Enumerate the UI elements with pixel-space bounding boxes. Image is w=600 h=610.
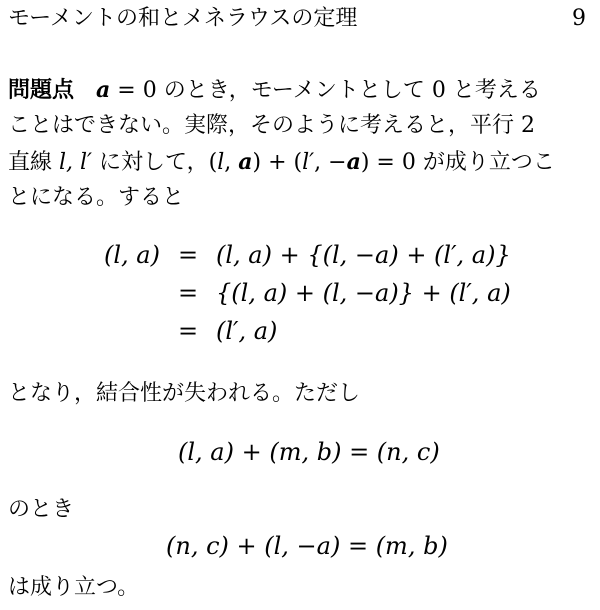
text-fragment: = 0 のとき，モーメントとして 0 と考える — [110, 78, 541, 103]
equation-lhs: (l, a) — [104, 241, 160, 269]
text-fragment: , − — [314, 150, 347, 175]
equals-sign: = — [178, 279, 199, 307]
text-fragment: ) = 0 が成り立つこ — [360, 150, 555, 175]
problem-heading: 問題点 — [8, 78, 75, 103]
equation-rhs: (l, a) + {(l, −a) + (l′, a)} — [216, 241, 511, 269]
math-vector: a — [238, 149, 253, 175]
paragraph-line: とになる。すると — [8, 185, 185, 210]
paragraph-line: のとき — [8, 497, 75, 522]
text-fragment: 直線 — [8, 150, 59, 175]
paragraph-line — [8, 144, 588, 180]
paragraph-line: は成り立つ。 — [8, 575, 140, 600]
text-fragment: に対して，( — [92, 150, 218, 175]
paragraph-line — [8, 72, 588, 108]
paragraph-problem — [8, 72, 588, 216]
page-number: 9 — [572, 6, 586, 31]
paragraph-conclusion — [8, 570, 588, 606]
equals-sign: = — [178, 317, 199, 345]
text-fragment: , — [224, 150, 239, 175]
display-equation: (l, a) + (m, b) = (n, c) — [178, 438, 440, 466]
paragraph-line: ことはできない。実際，そのように考えると，平行 2 — [8, 113, 535, 138]
math-lines: l, l′ — [59, 150, 93, 175]
page-header — [8, 4, 586, 34]
paragraph-condition — [8, 492, 588, 528]
display-equation: (n, c) + (l, −a) = (m, b) — [166, 532, 448, 560]
equation-rhs: {(l, a) + (l, −a)} + (l′, a) — [216, 279, 511, 307]
math-vector: a — [96, 77, 111, 103]
paragraph-associativity — [8, 376, 588, 412]
header-title: モーメントの和とメネラウスの定理 — [8, 6, 358, 31]
equation-rhs: (l′, a) — [216, 317, 278, 345]
text-fragment: ) + ( — [252, 150, 303, 175]
math-symbol: l — [217, 150, 225, 175]
equals-sign: = — [178, 241, 199, 269]
paragraph-line: となり，結合性が失われる。ただし — [8, 381, 361, 406]
math-symbol: l′ — [302, 150, 315, 175]
math-vector: a — [346, 149, 361, 175]
